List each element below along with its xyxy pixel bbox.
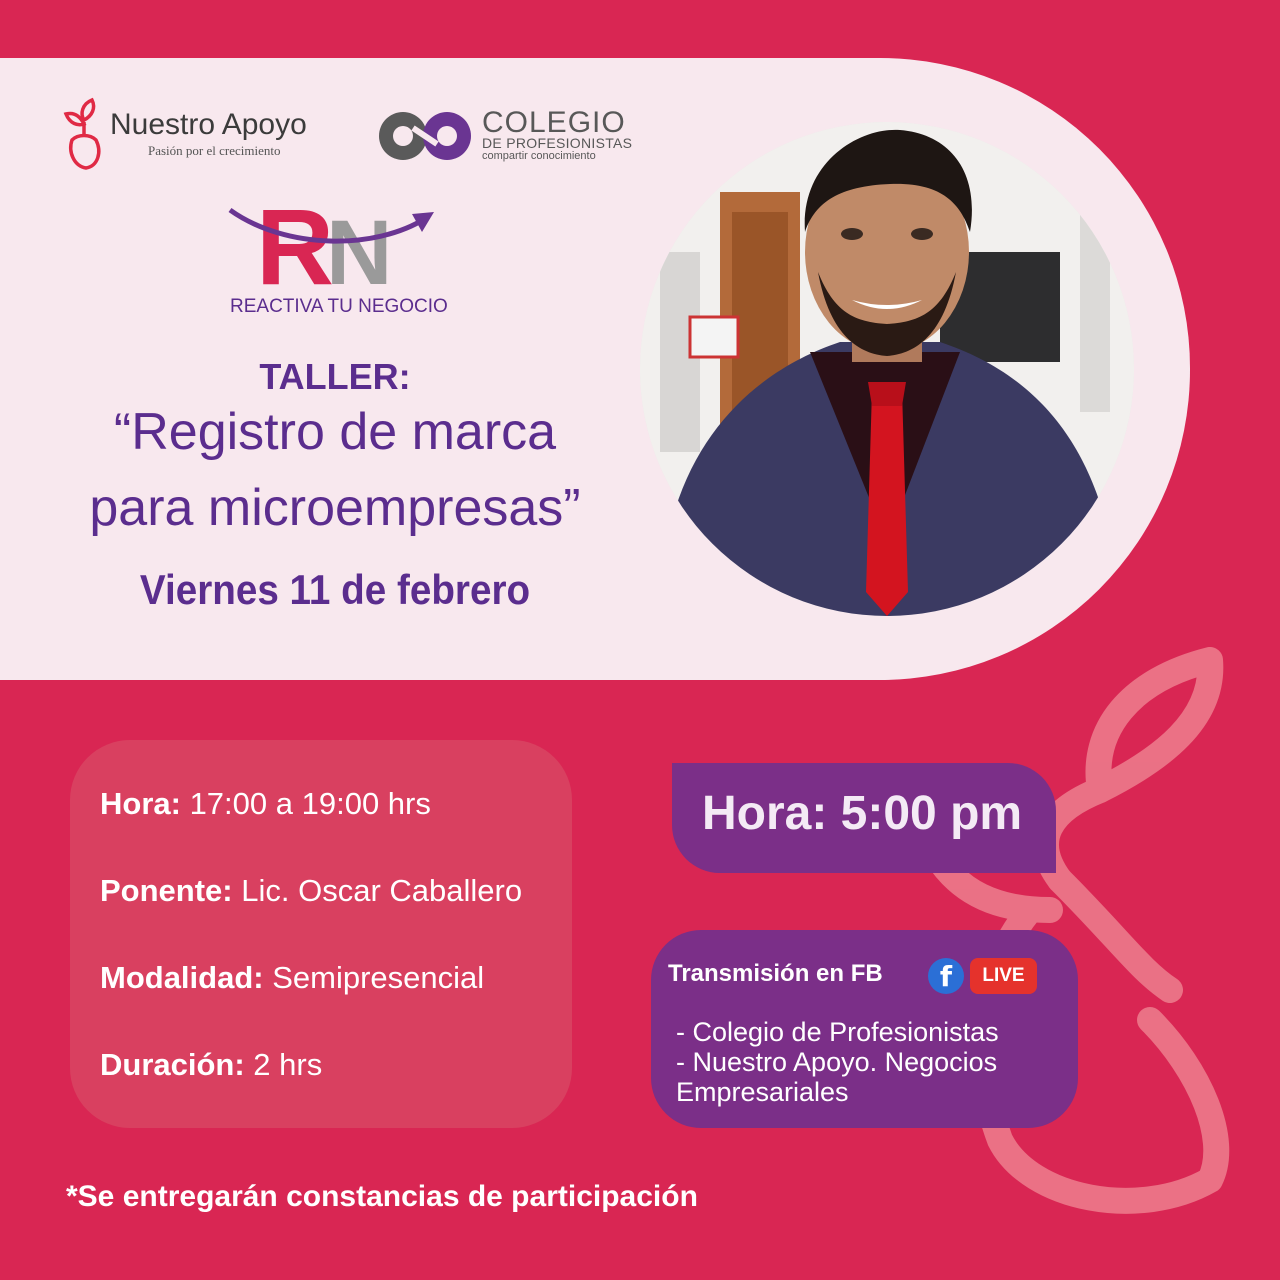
colegio-name: COLEGIO [482, 106, 626, 139]
facebook-icon: f [928, 958, 964, 994]
speaker-photo [640, 122, 1134, 616]
detail-modalidad: Modalidad: Semipresencial [100, 960, 485, 995]
colegio-infinity-logo-icon [376, 108, 474, 164]
broadcast-line-1: - Colegio de Profesionistas [676, 1017, 999, 1047]
svg-text:R: R [256, 186, 334, 290]
time-badge-text: Hora: 5:00 pm [702, 787, 1023, 840]
broadcast-line-3: Empresariales [676, 1077, 849, 1107]
detail-ponente: Ponente: Lic. Oscar Caballero [100, 873, 523, 908]
event-type-label: TALLER: [259, 356, 411, 397]
certificate-note: *Se entregarán constancias de participación [66, 1180, 698, 1213]
reactiva-tagline: REACTIVA TU NEGOCIO [230, 296, 448, 317]
nuestro-apoyo-name: Nuestro Apoyo [110, 108, 307, 141]
event-date: Viernes 11 de febrero [139, 566, 531, 613]
colegio-subtitle: DE PROFESIONISTAS [482, 135, 633, 151]
nuestro-apoyo-tagline: Pasión por el crecimiento [148, 143, 281, 158]
broadcast-line-2: - Nuestro Apoyo. Negocios [676, 1047, 998, 1077]
event-title-line-2: para microempresas” [89, 479, 581, 537]
broadcast-title: Transmisión en FB [668, 960, 883, 987]
event-title-line-1: “Registro de marca [113, 403, 557, 461]
detail-duracion: Duración: 2 hrs [100, 1047, 323, 1082]
reactiva-rn-logo-icon [226, 180, 438, 290]
svg-text:N: N [326, 202, 393, 290]
live-badge: LIVE [970, 958, 1037, 994]
nuestro-apoyo-logo-icon [62, 96, 108, 172]
colegio-tagline: compartir conocimiento [482, 150, 596, 162]
detail-hora: Hora: 17:00 a 19:00 hrs [100, 786, 431, 821]
